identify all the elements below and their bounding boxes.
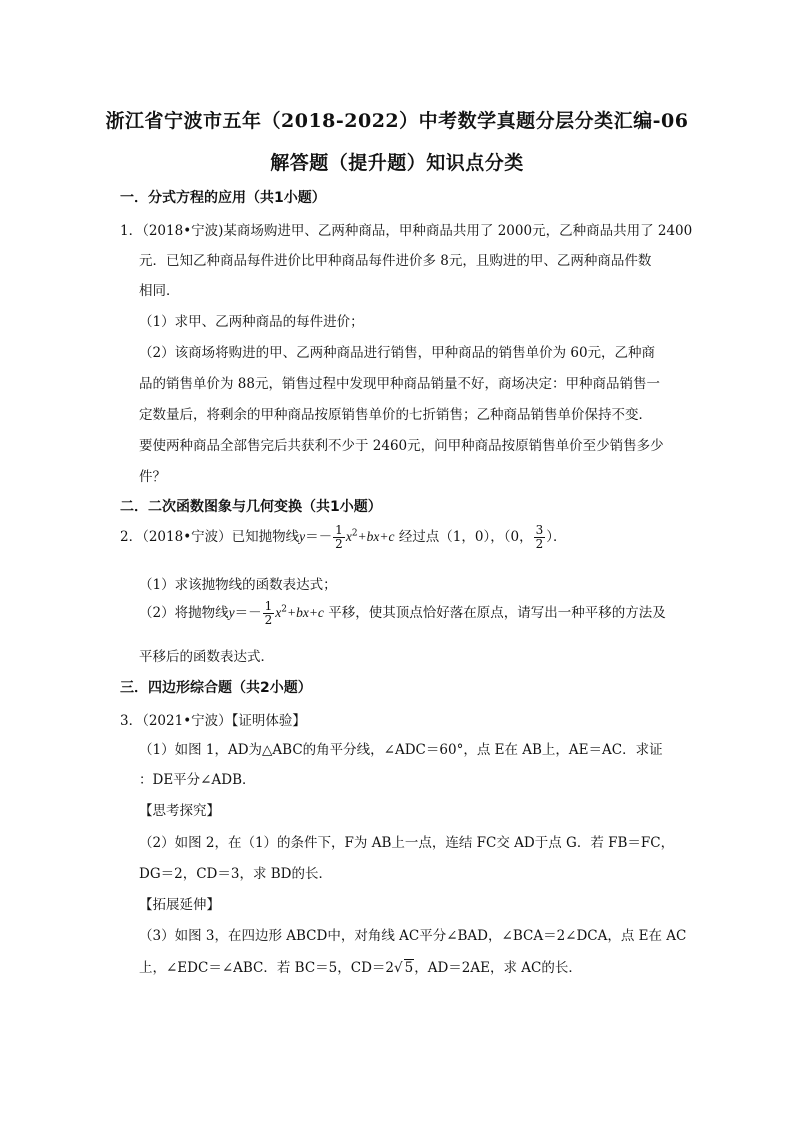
q3-line-3: ：DE平分∠ADB． <box>139 772 256 788</box>
q3-line-2: （1）如图 1，AD为△ABC的角平分线，∠ADC＝60°，点 E在 AB上，AE＝AC．求证 <box>139 742 663 758</box>
q3-line-9-suffix: ，AD＝2AE，求 AC的长． <box>414 960 582 976</box>
q1-line-2: 元．已知乙种商品每件进价比甲种商品每件进价多 8元，且购进的甲、乙两种商品件数 <box>139 253 652 269</box>
q1-line-3: 相同． <box>139 283 180 299</box>
var-y: y <box>299 529 306 544</box>
q2-line-1-middle: 经过点（1，0），（0， <box>398 529 533 545</box>
denominator: 2 <box>535 537 544 551</box>
var-x: x <box>345 529 352 544</box>
q2-line-3 <box>139 600 666 627</box>
q2-line-2: （1）求该抛物线的函数表达式； <box>139 577 337 593</box>
q1-line-7: 定数量后，将剩余的甲种商品按原销售单价的七折销售；乙种商品销售单价保持不变． <box>139 407 652 423</box>
equals-minus: ＝－ <box>234 605 262 621</box>
numerator: 3 <box>535 523 544 537</box>
numerator: 1 <box>264 599 273 613</box>
sqrt-radicand: 5 <box>404 960 414 976</box>
var-x: x <box>275 605 282 620</box>
q2-line-3-suffix: 平移，使其顶点恰好落在原点，请写出一种平移的方法及 <box>328 605 666 621</box>
section-heading-3: 三．四边形综合题（共2小题） <box>120 680 312 696</box>
equals-minus: ＝－ <box>305 529 333 545</box>
exponent: 2 <box>351 528 358 539</box>
section-heading-1: 一．分式方程的应用（共1小题） <box>120 190 326 206</box>
q2-line-1-suffix: ）． <box>546 529 567 545</box>
fraction-one-half <box>333 524 345 551</box>
q1-line-5: （2）该商场将购进的甲、乙两种商品进行销售，甲种商品的销售单价为 60元，乙种商 <box>139 345 656 361</box>
q1-line-9: 件？ <box>139 469 166 485</box>
parabola-formula <box>299 523 395 551</box>
q2-line-1 <box>120 524 566 551</box>
fraction-one-half <box>263 600 275 627</box>
linear-terms: +bx+c <box>286 605 324 620</box>
document-title-line-1: 浙江省宁波市五年（2018-2022）中考数学真题分层分类汇编-06 <box>105 110 689 132</box>
q2-line-3-prefix: （2）将抛物线 <box>139 605 229 621</box>
denominator: 2 <box>264 613 273 627</box>
sqrt-symbol: √ <box>394 960 403 976</box>
linear-terms: +bx+c <box>357 529 395 544</box>
q3-line-1: 3．（2021•宁波）【证明体验】 <box>120 713 306 729</box>
q3-line-5: （2）如图 2，在（1）的条件下，F为 AB上一点，连结 FC交 AD于点 G．若 FB＝FC， <box>139 835 675 851</box>
q3-line-9-prefix: 上，∠EDC＝∠ABC．若 BC＝5，CD＝2 <box>139 960 395 976</box>
denominator: 2 <box>335 537 343 551</box>
q3-line-4: 【思考探究】 <box>139 803 220 819</box>
exponent: 2 <box>281 604 287 615</box>
document-title-line-2: 解答题（提升题）知识点分类 <box>270 152 524 174</box>
q3-line-7: 【拓展延伸】 <box>139 897 220 913</box>
fraction-three-halves <box>534 524 546 551</box>
section-heading-2: 二．二次函数图象与几何变换（共1小题） <box>120 499 382 515</box>
q3-line-6: DG＝2，CD＝3，求 BD的长． <box>139 866 332 882</box>
numerator: 1 <box>335 523 343 537</box>
q2-line-4: 平移后的函数表达式． <box>139 649 274 665</box>
q1-line-1: 1．（2018•宁波)某商场购进甲、乙两种商品，甲种商品共用了 2000元，乙种商品共用了 2400 <box>120 223 693 239</box>
q1-line-8: 要使两种商品全部售完后共获利不少于 2460元，问甲种商品按原销售单价至少销售多少 <box>139 438 664 454</box>
q3-line-9 <box>139 956 582 976</box>
q1-line-6: 品的销售单价为 88元，销售过程中发现甲种商品销量不好，商场决定：甲种商品销售一 <box>139 376 660 392</box>
q3-line-8: （3）如图 3，在四边形 ABCD中，对角线 AC平分∠BAD，∠BCA＝2∠DCA，点 E在 AC <box>139 928 687 944</box>
q2-line-1-prefix: 2．（2018•宁波）已知抛物线 <box>120 529 300 545</box>
q1-line-4: （1）求甲、乙两种商品的每件进价； <box>139 314 364 330</box>
var-y: y <box>228 605 235 620</box>
parabola-formula-2 <box>228 599 324 627</box>
